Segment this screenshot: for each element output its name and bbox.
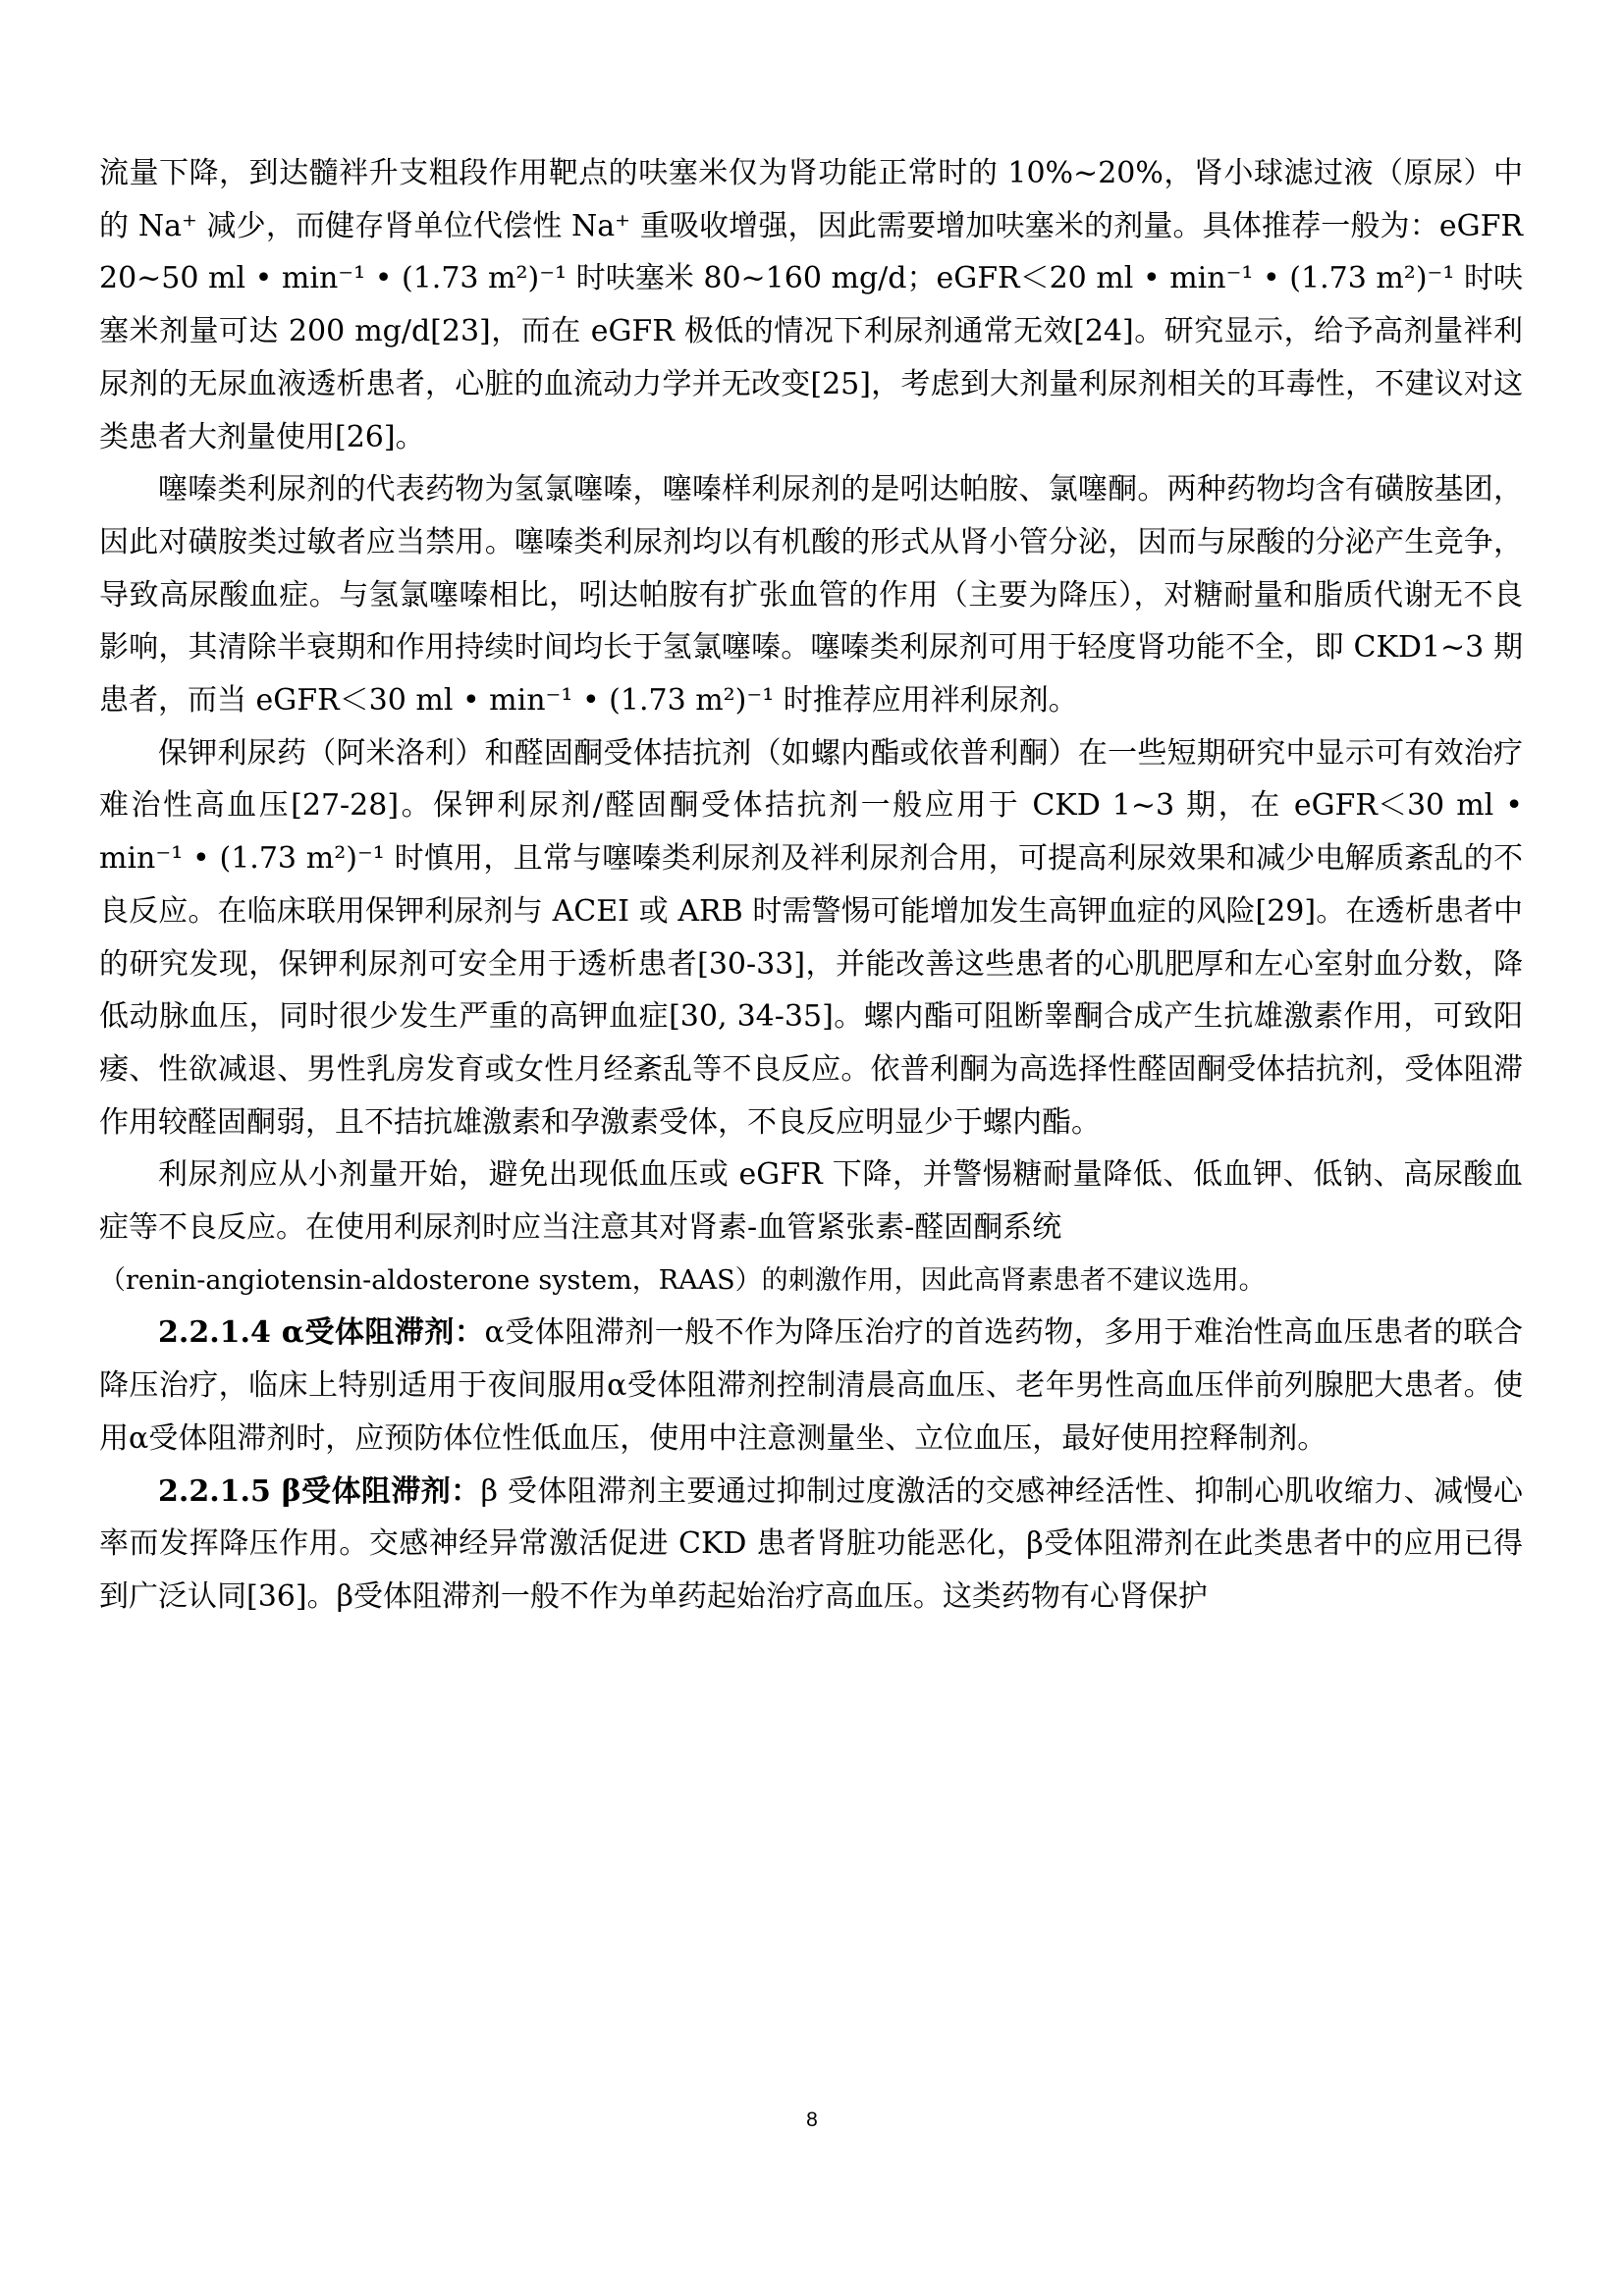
section-beta-blockers xyxy=(99,1466,1523,1624)
section-alpha-body: α受体阻滞剂一般不作为降压治疗的首选药物，多用于难治性高血压患者的联合降压治疗，临床上特别适用于夜间服用α受体阻滞剂控制清晨高血压、老年男性高血压伴前列腺肥大患者。使用α受体阻滞剂时，应预防体位性低血压，使用中注意测量坐、立位血压，最好使用控释制剂。 xyxy=(99,1315,1523,1456)
section-alpha-heading: 2.2.1.4 α受体阻滞剂： xyxy=(158,1315,485,1351)
paragraph-diuretic-dosing: 流量下降，到达髓袢升支粗段作用靶点的呋塞米仅为肾功能正常时的 10%~20%，肾小球滤过液（原尿）中的 Na⁺ 减少，而健存肾单位代偿性 Na⁺ 重吸收增强，因此需要增加呋塞米的剂量。具体推荐一般为：eGFR 20~50 ml • min⁻¹ • (1.73 m²)⁻¹ 时呋塞米 80~160 mg/d；eGFR＜20 ml • min⁻¹ • (1.73 m²)⁻¹ 时呋塞米剂量可达 200 mg/d[23]，而在 eGFR 极低的情况下利尿剂通常无效[24]。研究显示，给予高剂量袢利尿剂的无尿血液透析患者，心脏的血流动力学并无改变[25]，考虑到大剂量利尿剂相关的耳毒性，不建议对这类患者大剂量使用[26]。 xyxy=(99,156,1523,454)
paragraph-raas-line: （renin-angiotensin-aldosterone system，RAAS）的刺激作用，因此高肾素患者不建议选用。 xyxy=(99,1264,1266,1296)
body-text xyxy=(99,147,1523,1624)
paragraph-potassium-sparing: 保钾利尿药（阿米洛利）和醛固酮受体拮抗剂（如螺内酯或依普利酮）在一些短期研究中显示可有效治疗难治性高血压[27-28]。保钾利尿剂/醛固酮受体拮抗剂一般应用于 CKD 1~3 期，在 eGFR＜30 ml • min⁻¹ • (1.73 m²)⁻¹ 时慎用，且常与噻嗪类利尿剂及袢利尿剂合用，可提高利尿效果和减少电解质紊乱的不良反应。在临床联用保钾利尿剂与 ACEI 或 ARB 时需警惕可能增加发生高钾血症的风险[29]。在透析患者中的研究发现，保钾利尿剂可安全用于透析患者[30-33]，并能改善这些患者的心肌肥厚和左心室射血分数，降低动脉血压，同时很少发生严重的高钾血症[30, 34-35]。螺内酯可阻断睾酮合成产生抗雄激素作用，可致阳痿、性欲减退、男性乳房发育或女性月经紊乱等不良反应。依普利酮为高选择性醛固酮受体拮抗剂，受体阻滞作用较醛固酮弱，且不拮抗雄激素和孕激素受体，不良反应明显少于螺内酯。 xyxy=(99,735,1523,1140)
page-number: 8 xyxy=(806,2109,818,2131)
section-beta-body: β 受体阻滞剂主要通过抑制过度激活的交感神经活性、抑制心肌收缩力、减慢心率而发挥降压作用。交感神经异常激活促进 CKD 患者肾脏功能恶化，β受体阻滞剂在此类患者中的应用已得到广泛认同[36]。β受体阻滞剂一般不作为单药起始治疗高血压。这类药物有心肾保护 xyxy=(99,1473,1523,1614)
section-beta-heading: 2.2.1.5 β受体阻滞剂： xyxy=(158,1473,481,1509)
paragraph-thiazide: 噻嗪类利尿剂的代表药物为氢氯噻嗪，噻嗪样利尿剂的是吲达帕胺、氯噻酮。两种药物均含有磺胺基团，因此对磺胺类过敏者应当禁用。噻嗪类利尿剂均以有机酸的形式从肾小管分泌，因而与尿酸的分泌产生竞争，导致高尿酸血症。与氢氯噻嗪相比，吲达帕胺有扩张血管的作用（主要为降压），对糖耐量和脂质代谢无不良影响，其清除半衰期和作用持续时间均长于氢氯噻嗪。噻嗪类利尿剂可用于轻度肾功能不全，即 CKD1~3 期患者，而当 eGFR＜30 ml • min⁻¹ • (1.73 m²)⁻¹ 时推荐应用袢利尿剂。 xyxy=(99,472,1523,719)
paragraph-diuretic-caution: 利尿剂应从小剂量开始，避免出现低血压或 eGFR 下降，并警惕糖耐量降低、低血钾、低钠、高尿酸血症等不良反应。在使用利尿剂时应当注意其对肾素-血管紧张素-醛固酮系统 xyxy=(99,1157,1523,1246)
section-alpha-blockers xyxy=(99,1307,1523,1465)
